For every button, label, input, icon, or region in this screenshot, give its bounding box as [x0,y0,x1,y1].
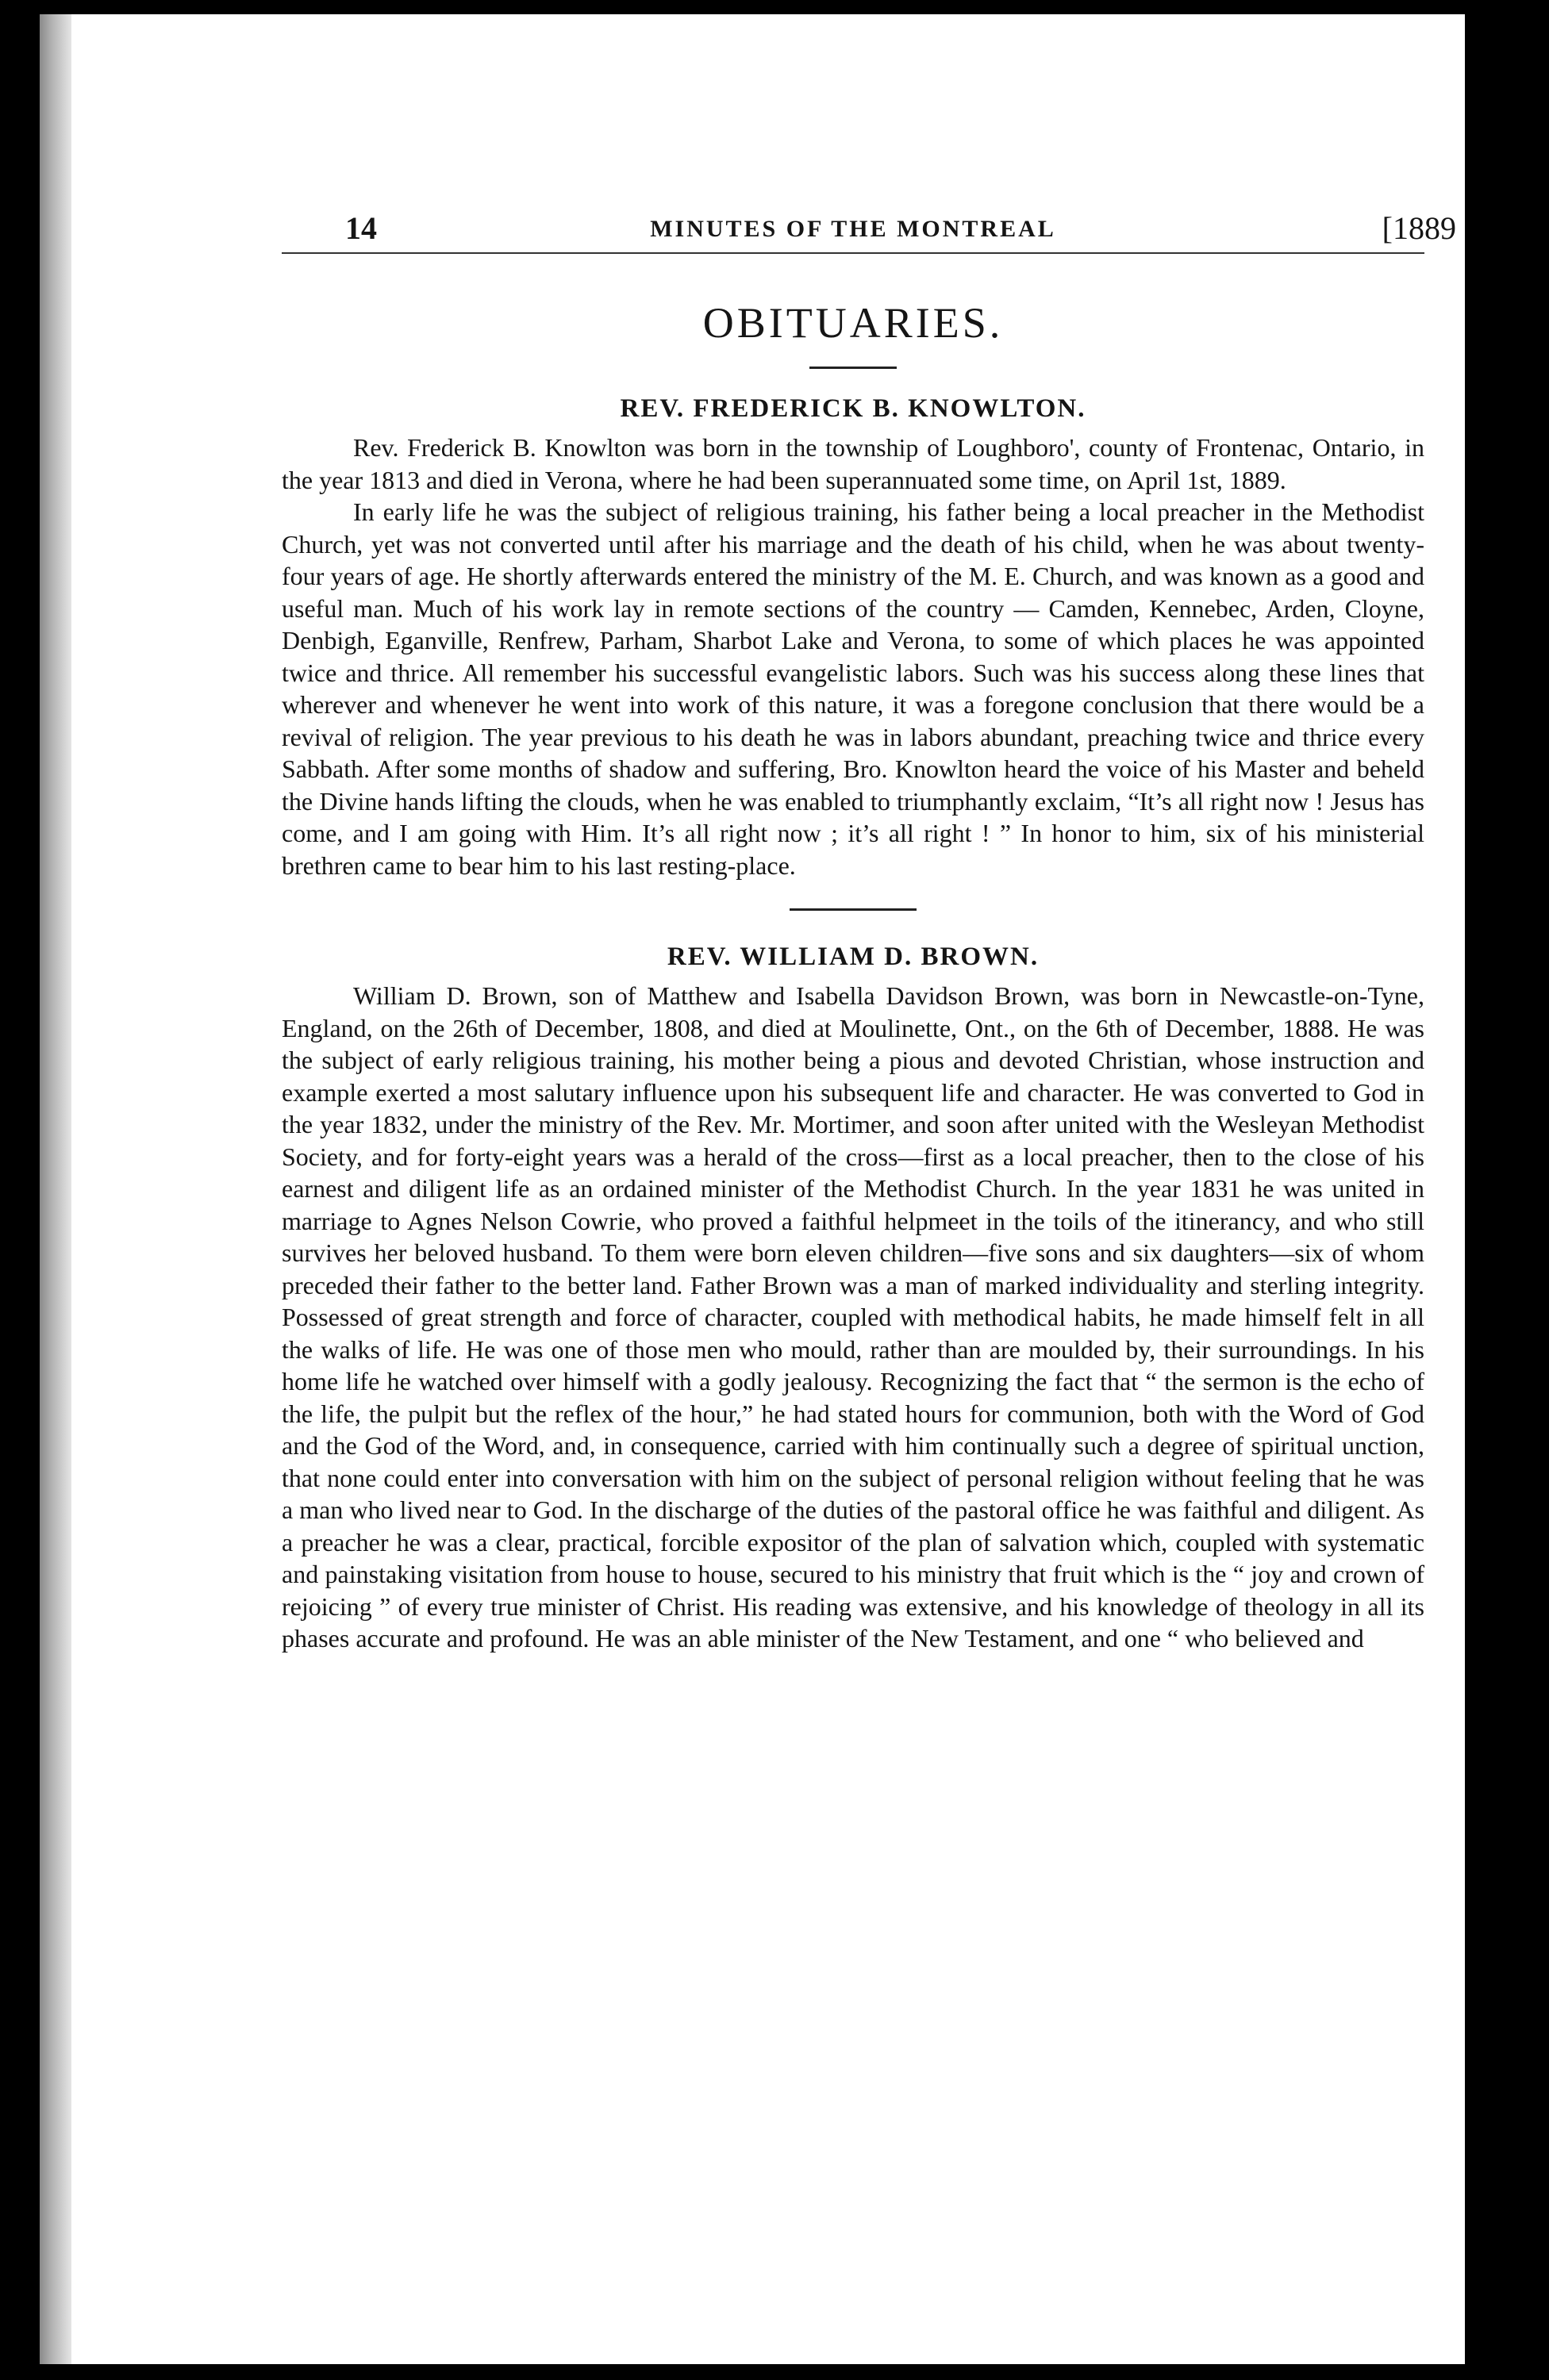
running-header-year: [1889 [1382,210,1456,246]
scanned-page [40,14,1492,2364]
obituary-paragraph: William D. Brown, son of Matthew and Isabella Davidson Brown, was born in Newcastle-on-Tyne, England, on the 26th of December, 1808, and died at Moulinette, Ont., on the 6th of December, 1888. He was the subject of early religious training, his mother being a pious and devoted Christian, whose instruction and example exerted a most salutary influence upon his subsequent life and character. He was converted to God in the year 1832, under the ministry of the Rev. Mr. Mortimer, and soon after united with the Wesleyan Methodist Society, and for forty-eight years was a herald of the cross—first as a local preacher, then to the close of his earnest and diligent life as an ordained minister of the Methodist Church. In the year 1831 he was united in marriage to Agnes Nelson Cowrie, who proved a faithful helpmeet in the toils of the itinerancy, and who still survives her beloved husband. To them were born eleven children—five sons and six daughters—six of whom preceded their father to the better land. Father Brown was a man of marked individuality and sterling integrity. Possessed of great strength and force of character, coupled with methodical habits, he made himself felt in all the walks of life. He was one of those men who mould, rather than are moulded by, their surroundings. In his home life he watched over himself with a godly jealousy. Recognizing the fact that “ the sermon is the echo of the life, the pulpit but the reflex of the hour,” he had stated hours for communion, both with the Word of God and the God of the Word, and, in consequence, carried with him continually such a degree of spiritual unction, that none could enter into conversation with him on the subject of personal religion without feeling that he was a man who lived near to God. In the discharge of the duties of the pastoral office he was faithful and diligent. As a preacher he was a clear, practical, forcible expositor of the plan of salvation which, coupled with systematic and painstaking visitation from house to house, secured to his ministry that fruit which is the “ joy and crown of rejoicing ” of every true minister of Christ. His reading was extensive, and his knowledge of theology in all its phases accurate and profound. He was an able minister of the New Testament, and one “ who believed and [282,981,1424,1653]
obituary-paragraph: Rev. Frederick B. Knowlton was born in the township of Loughboro', county of Frontenac, Ontario, in the year 1813 and died in Verona, where he had been superannuated some time, on April 1st, 1889. [282,433,1424,494]
section-title: OBITUARIES. [702,299,1004,347]
obituary-heading: REV. WILLIAM D. BROWN. [667,942,1040,971]
entry-divider [790,908,917,911]
page-binding-shadow [40,14,71,2364]
obituary-heading: REV. FREDERICK B. KNOWLTON. [620,394,1086,423]
running-header [282,205,1456,254]
page-content [282,205,1456,1655]
obituary-knowlton [282,394,1424,881]
section-divider [809,367,897,369]
obituary-paragraph: In early life he was the subject of religious training, his father being a local preacher in the Methodist Church, yet was not converted until after his marriage and the death of his child, when he was about twenty-four years of age. He shortly afterwards entered the ministry of the M. E. Church, and was known as a good and useful man. Much of his work lay in remote sections of the country — Camden, Kennebec, Arden, Cloyne, Denbigh, Eganville, Renfrew, Parham, Sharbot Lake and Verona, to some of which places he was appointed twice and thrice. All remember his successful evangelistic labors. Such was his success along these lines that wherever and whenever he went into work of this nature, it was a foregone conclusion that there would be a revival of religion. The year previous to his death he was in labors abundant, preaching twice and thrice every Sabbath. After some months of shadow and suffering, Bro. Knowlton heard the voice of his Master and beheld the Divine hands lifting the clouds, when he was enabled to triumphantly exclaim, “It’s all right now ! Jesus has come, and I am going with Him. It’s all right now ; it’s all right ! ” In honor to him, six of his ministerial brethren came to bear him to his last resting-place. [282,497,1424,880]
running-header-title: MINUTES OF THE MONTREAL [650,216,1056,242]
page-edge-dark [1465,14,1492,2364]
obituary-brown [282,942,1424,1655]
page-number: 14 [345,210,377,246]
